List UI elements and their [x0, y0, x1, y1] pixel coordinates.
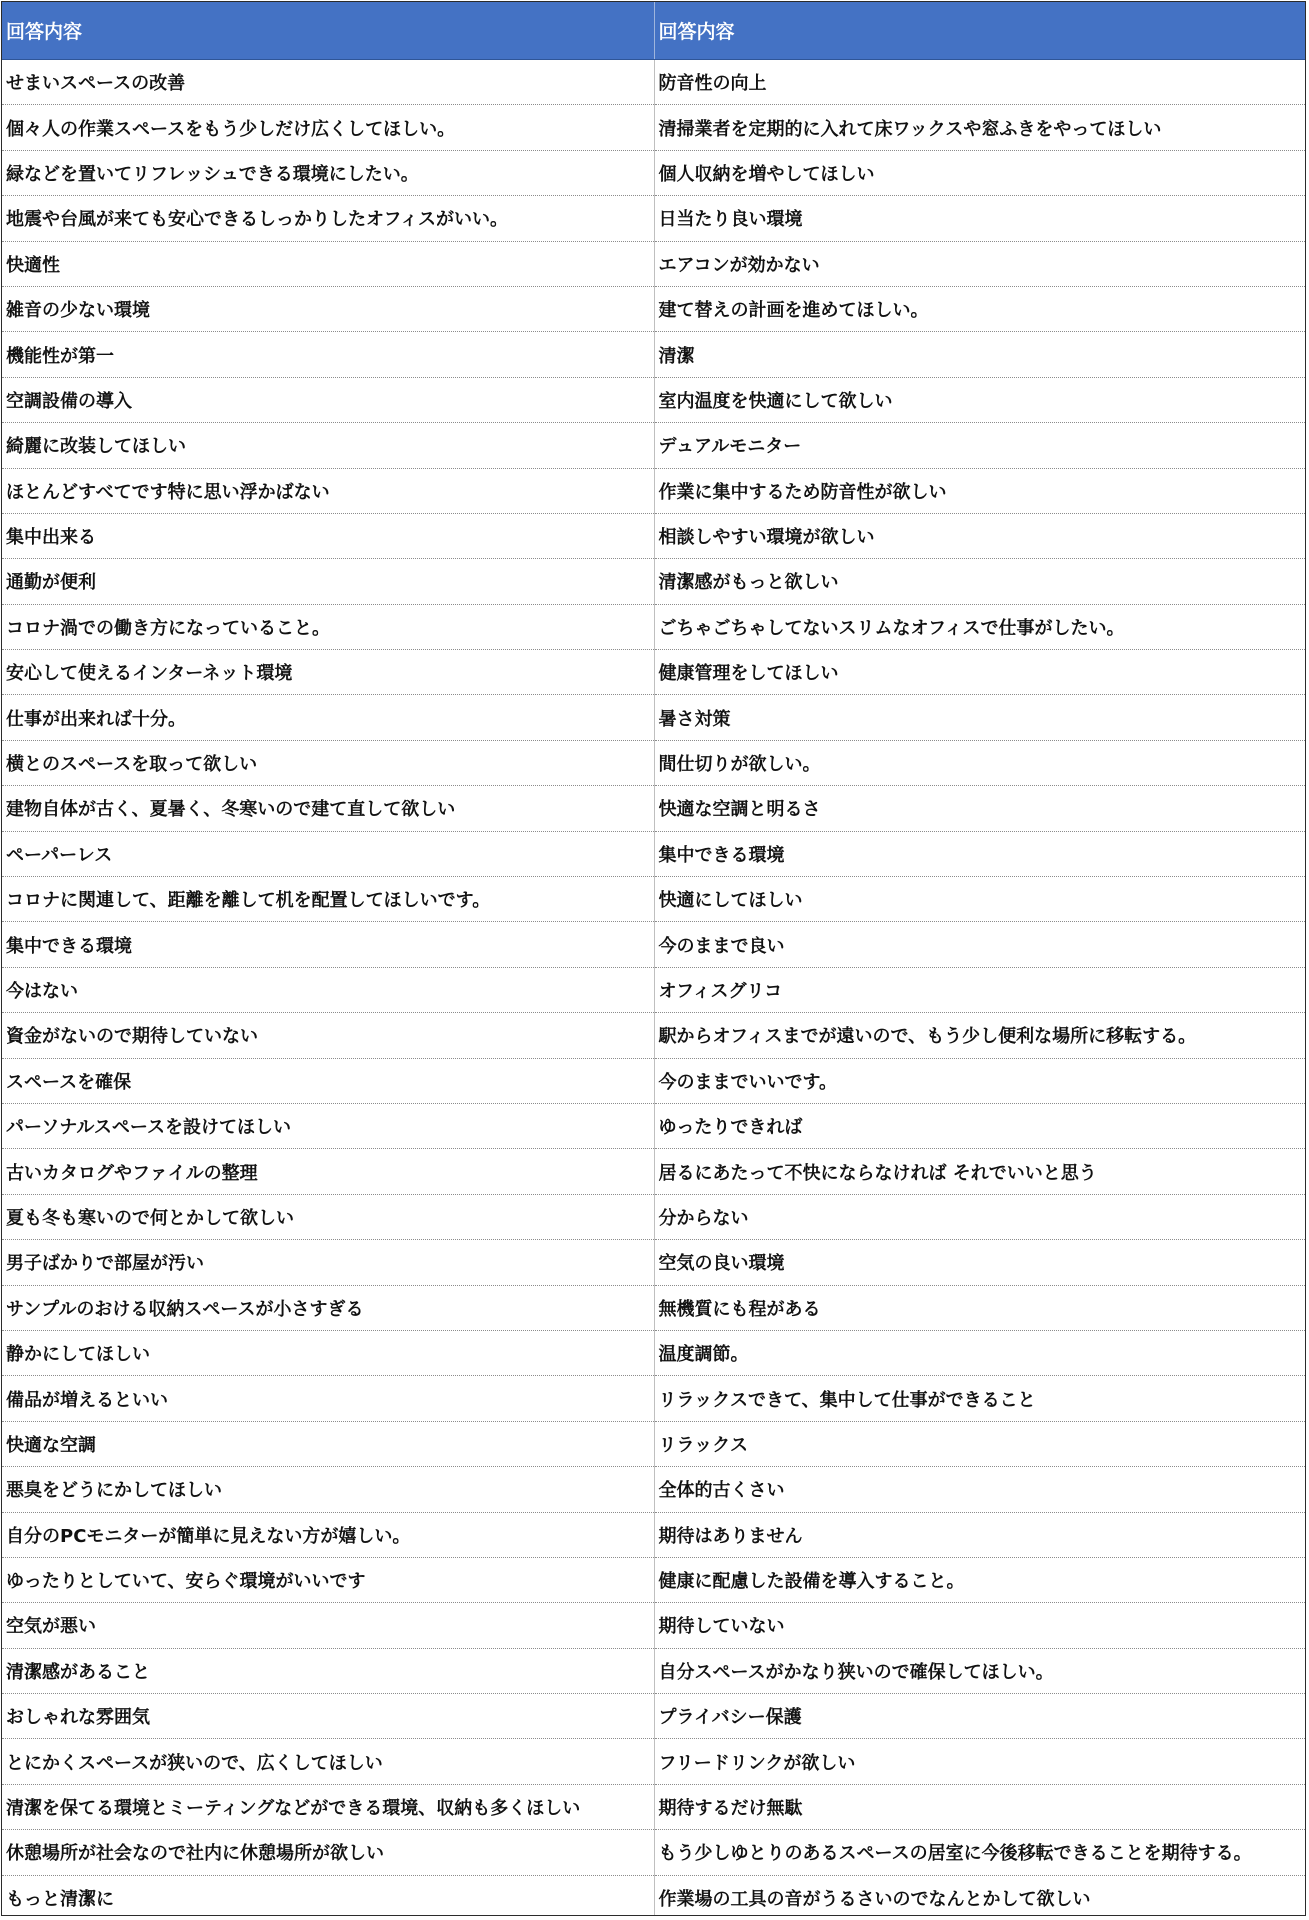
answer-cell-right: 防音性の向上 — [654, 60, 1305, 105]
answer-cell-left: 空気が悪い — [2, 1603, 654, 1648]
answer-cell-right: もう少しゆとりのあるスペースの居室に今後移転できることを期待する。 — [654, 1830, 1305, 1875]
answer-cell-left: 地震や台風が来ても安心できるしっかりしたオフィスがいい。 — [2, 196, 654, 241]
answer-cell-right: 間仕切りが欲しい。 — [654, 740, 1305, 785]
table-row — [2, 1013, 1305, 1058]
table-row — [2, 1557, 1305, 1602]
table-row — [2, 1512, 1305, 1557]
answer-cell-right: デュアルモニター — [654, 423, 1305, 468]
answer-cell-left: 夏も冬も寒いので何とかして欲しい — [2, 1194, 654, 1239]
answer-cell-left: 悪臭をどうにかしてほしい — [2, 1467, 654, 1512]
answer-cell-left: とにかくスペースが狭いので、広くしてほしい — [2, 1739, 654, 1784]
answer-cell-left: 清潔感があること — [2, 1648, 654, 1693]
table-row — [2, 650, 1305, 695]
answer-cell-right: 清潔感がもっと欲しい — [654, 559, 1305, 604]
answer-cell-right: 無機質にも程がある — [654, 1285, 1305, 1330]
table-row — [2, 196, 1305, 241]
answer-cell-left: 仕事が出来れば十分。 — [2, 695, 654, 740]
table-row — [2, 604, 1305, 649]
response-table-frame — [1, 1, 1306, 1916]
table-row — [2, 967, 1305, 1012]
answer-cell-right: 集中できる環境 — [654, 831, 1305, 876]
answer-cell-left: パーソナルスペースを設けてほしい — [2, 1103, 654, 1148]
answer-cell-right: 今のままでいいです。 — [654, 1058, 1305, 1103]
answer-cell-right: 居るにあたって不快にならなければ それでいいと思う — [654, 1149, 1305, 1194]
answer-cell-right: 期待していない — [654, 1603, 1305, 1648]
answer-cell-left: 雑音の少ない環境 — [2, 286, 654, 331]
answer-cell-left: 個々人の作業スペースをもう少しだけ広くしてほしい。 — [2, 105, 654, 150]
answer-cell-right: ゆったりできれば — [654, 1103, 1305, 1148]
answer-cell-right: オフィスグリコ — [654, 967, 1305, 1012]
table-row — [2, 286, 1305, 331]
answer-cell-left: 自分のPCモニターが簡単に見えない方が嬉しい。 — [2, 1512, 654, 1557]
answer-cell-right: 作業に集中するため防音性が欲しい — [654, 468, 1305, 513]
answer-cell-right: 作業場の工具の音がうるさいのでなんとかして欲しい — [658, 1888, 1091, 1910]
table-row — [2, 1149, 1305, 1194]
table-row — [2, 423, 1305, 468]
answer-cell-left: せまいスペースの改善 — [2, 60, 654, 105]
answer-cell-left: コロナ渦での働き方になっていること。 — [2, 604, 654, 649]
answer-cell-left: 古いカタログやファイルの整理 — [2, 1149, 654, 1194]
answer-cell-left: 安心して使えるインターネット環境 — [2, 650, 654, 695]
answer-cell-left: 静かにしてほしい — [2, 1330, 654, 1375]
answer-cell-right: フリードリンクが欲しい — [654, 1739, 1305, 1784]
answer-cell-left: 集中できる環境 — [2, 922, 654, 967]
answer-cell-left: 緑などを置いてリフレッシュできる環境にしたい。 — [2, 150, 654, 195]
answer-cell-right: 日当たり良い環境 — [654, 196, 1305, 241]
answer-cell-left: スペースを確保 — [2, 1058, 654, 1103]
answer-cell-right: 今のままで良い — [654, 922, 1305, 967]
table-row — [2, 1285, 1305, 1330]
answer-cell-left: ほとんどすべてです特に思い浮かばない — [2, 468, 654, 513]
table-row — [2, 695, 1305, 740]
table-row — [2, 740, 1305, 785]
answer-cell-left: おしゃれな雰囲気 — [2, 1694, 654, 1739]
table-row — [2, 468, 1305, 513]
column-header-right: 回答内容 — [654, 2, 1305, 60]
table-row — [2, 1194, 1305, 1239]
answer-cell-right: 健康管理をしてほしい — [654, 650, 1305, 695]
answer-cell-right: 期待するだけ無駄 — [654, 1784, 1305, 1829]
answer-cell-right: 快適な空調と明るさ — [654, 786, 1305, 831]
table-row — [2, 1784, 1305, 1829]
answer-cell-right: 暑さ対策 — [654, 695, 1305, 740]
table-row — [2, 1103, 1305, 1148]
answer-cell-right: 個人収納を増やしてほしい — [654, 150, 1305, 195]
table-row — [2, 1875, 1305, 1916]
table-row — [2, 559, 1305, 604]
table-header-row — [2, 2, 1305, 60]
answer-cell-right: ごちゃごちゃしてないスリムなオフィスで仕事がしたい。 — [654, 604, 1305, 649]
answer-cell-left: サンプルのおける収納スペースが小さすぎる — [2, 1285, 654, 1330]
answer-cell-left: もっと清潔に — [2, 1875, 654, 1916]
table-row — [2, 1421, 1305, 1466]
response-table — [2, 2, 1305, 1916]
table-row — [2, 150, 1305, 195]
answer-cell-right: 分からない — [654, 1194, 1305, 1239]
table-row — [2, 1330, 1305, 1375]
answer-cell-left: 男子ばかりで部屋が汚い — [2, 1240, 654, 1285]
table-row — [2, 1648, 1305, 1693]
table-row — [2, 1694, 1305, 1739]
answer-cell-right: リラックス — [654, 1421, 1305, 1466]
table-body — [2, 60, 1305, 1917]
answer-cell-right: エアコンが効かない — [654, 241, 1305, 286]
table-row — [2, 1830, 1305, 1875]
table-row — [2, 105, 1305, 150]
answer-cell-right: 清潔 — [654, 332, 1305, 377]
table-row — [2, 1376, 1305, 1421]
answer-cell-left: 横とのスペースを取って欲しい — [2, 740, 654, 785]
answer-cell-left: 機能性が第一 — [2, 332, 654, 377]
answer-cell-right: 全体的古くさい — [654, 1467, 1305, 1512]
answer-cell-right: プライバシー保護 — [654, 1694, 1305, 1739]
table-row — [2, 377, 1305, 422]
table-row — [2, 1058, 1305, 1103]
answer-cell-left: 備品が増えるといい — [2, 1376, 654, 1421]
table-row — [2, 513, 1305, 558]
answer-cell-left: 清潔を保てる環境とミーティングなどができる環境、収納も多くほしい — [2, 1784, 654, 1829]
table-row — [2, 922, 1305, 967]
answer-cell-left: ペーパーレス — [2, 831, 654, 876]
answer-cell-right: 建て替えの計画を進めてほしい。 — [654, 286, 1305, 331]
table-row — [2, 60, 1305, 105]
table-row — [2, 831, 1305, 876]
answer-cell-left: 快適な空調 — [2, 1421, 654, 1466]
answer-cell-left: ゆったりとしていて、安らぐ環境がいいです — [2, 1557, 654, 1602]
answer-cell-right: 相談しやすい環境が欲しい — [654, 513, 1305, 558]
answer-cell-left: 休憩場所が社会なので社内に休憩場所が欲しい — [2, 1830, 654, 1875]
table-row — [2, 241, 1305, 286]
answer-cell-right: 快適にしてほしい — [654, 877, 1305, 922]
table-row — [2, 1603, 1305, 1648]
answer-cell-left: 資金がないので期待していない — [2, 1013, 654, 1058]
answer-cell-right: 温度調節。 — [654, 1330, 1305, 1375]
answer-cell-left: 今はない — [2, 967, 654, 1012]
table-row — [2, 1739, 1305, 1784]
answer-cell-right: 空気の良い環境 — [654, 1240, 1305, 1285]
answer-cell-right: リラックスできて、集中して仕事ができること — [654, 1376, 1305, 1421]
table-row — [2, 786, 1305, 831]
answer-cell-left: コロナに関連して、距離を離して机を配置してほしいです。 — [2, 877, 654, 922]
answer-cell-left: 通勤が便利 — [2, 559, 654, 604]
answer-cell-right: 自分スペースがかなり狭いので確保してほしい。 — [654, 1648, 1305, 1693]
answer-cell-right: 清掃業者を定期的に入れて床ワックスや窓ふきをやってほしい — [654, 105, 1305, 150]
answer-cell-left: 建物自体が古く、夏暑く、冬寒いので建て直して欲しい — [2, 786, 654, 831]
answer-cell-right: 駅からオフィスまでが遠いので、もう少し便利な場所に移転する。 — [654, 1013, 1305, 1058]
answer-cell-right: 期待はありません — [654, 1512, 1305, 1557]
table-row — [2, 1240, 1305, 1285]
answer-cell-right: 健康に配慮した設備を導入すること。 — [654, 1557, 1305, 1602]
answer-cell-left: 綺麗に改装してほしい — [2, 423, 654, 468]
column-header-left: 回答内容 — [2, 2, 654, 60]
table-row — [2, 877, 1305, 922]
answer-cell-left: 集中出来る — [2, 513, 654, 558]
table-row — [2, 332, 1305, 377]
answer-cell-left: 空調設備の導入 — [2, 377, 654, 422]
table-row — [2, 1467, 1305, 1512]
answer-cell-right: 室内温度を快適にして欲しい — [654, 377, 1305, 422]
answer-cell-left: 快適性 — [2, 241, 654, 286]
